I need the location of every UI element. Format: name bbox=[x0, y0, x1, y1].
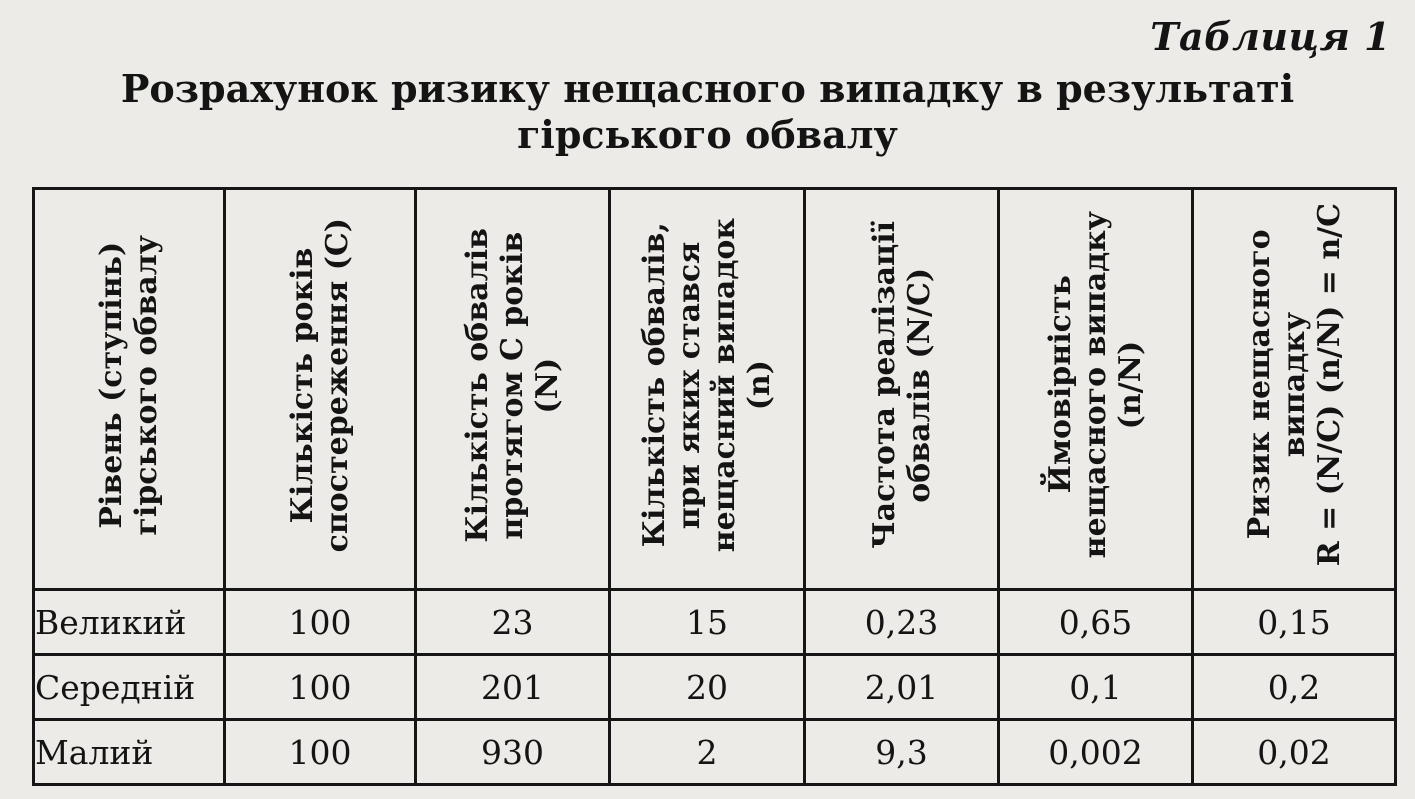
header-line: R = (N/C) (n/N) = n/C bbox=[1311, 203, 1347, 567]
header-line: Ймовірність bbox=[1043, 275, 1078, 495]
cell-level: Малий bbox=[34, 720, 225, 785]
header-line: обвалів (N/C) bbox=[901, 267, 937, 503]
table-title-line-1: Розрахунок ризику нещасного випадку в результаті bbox=[120, 66, 1295, 111]
header-line: Кількість років bbox=[285, 247, 320, 523]
cell-probability: 0,1 bbox=[999, 655, 1193, 720]
header-accident-count bbox=[610, 189, 805, 590]
header-rockfall-count bbox=[416, 189, 610, 590]
table-title bbox=[0, 66, 1415, 158]
header-years bbox=[225, 189, 416, 590]
cell-level: Середній bbox=[34, 655, 225, 720]
header-line: нещасний випадок bbox=[707, 217, 742, 553]
cell-risk: 0,2 bbox=[1193, 655, 1396, 720]
header-line: (n) bbox=[742, 359, 777, 411]
table-row bbox=[34, 590, 1396, 655]
header-line: Кількість обвалів bbox=[460, 227, 495, 543]
table-row bbox=[34, 655, 1396, 720]
cell-probability: 0,002 bbox=[999, 720, 1193, 785]
header-line: спостереження (C) bbox=[320, 217, 355, 553]
cell-frequency: 9,3 bbox=[805, 720, 999, 785]
cell-rockfall-count: 201 bbox=[416, 655, 610, 720]
header-probability bbox=[999, 189, 1193, 590]
header-line: Ризик нещасного bbox=[1241, 230, 1277, 540]
cell-level: Великий bbox=[34, 590, 225, 655]
header-risk bbox=[1193, 189, 1396, 590]
cell-rockfall-count: 23 bbox=[416, 590, 610, 655]
header-line: випадку bbox=[1276, 312, 1312, 458]
header-line: Частота реалізації bbox=[866, 221, 902, 549]
cell-years: 100 bbox=[225, 590, 416, 655]
header-line: Кількість обвалів, bbox=[637, 222, 672, 548]
cell-accident-count: 2 bbox=[610, 720, 805, 785]
cell-frequency: 0,23 bbox=[805, 590, 999, 655]
header-line: протягом C років bbox=[495, 231, 530, 539]
table-title-line-2: гірського обвалу bbox=[517, 112, 898, 157]
cell-risk: 0,15 bbox=[1193, 590, 1396, 655]
header-line: гірського обвалу bbox=[129, 234, 164, 536]
header-line: (n/N) bbox=[1113, 340, 1148, 430]
cell-accident-count: 15 bbox=[610, 590, 805, 655]
header-line: нещасного випадку bbox=[1078, 211, 1113, 559]
header-frequency bbox=[805, 189, 999, 590]
cell-risk: 0,02 bbox=[1193, 720, 1396, 785]
cell-rockfall-count: 930 bbox=[416, 720, 610, 785]
header-line: Рівень (ступінь) bbox=[94, 241, 129, 529]
table-label: Таблиця 1 bbox=[1150, 14, 1391, 59]
risk-table bbox=[32, 187, 1397, 786]
cell-probability: 0,65 bbox=[999, 590, 1193, 655]
header-line: (N) bbox=[530, 357, 565, 413]
header-line: при яких стався bbox=[672, 241, 707, 529]
table-header-row bbox=[34, 189, 1396, 590]
table-row bbox=[34, 720, 1396, 785]
cell-frequency: 2,01 bbox=[805, 655, 999, 720]
cell-accident-count: 20 bbox=[610, 655, 805, 720]
cell-years: 100 bbox=[225, 655, 416, 720]
header-level bbox=[34, 189, 225, 590]
cell-years: 100 bbox=[225, 720, 416, 785]
